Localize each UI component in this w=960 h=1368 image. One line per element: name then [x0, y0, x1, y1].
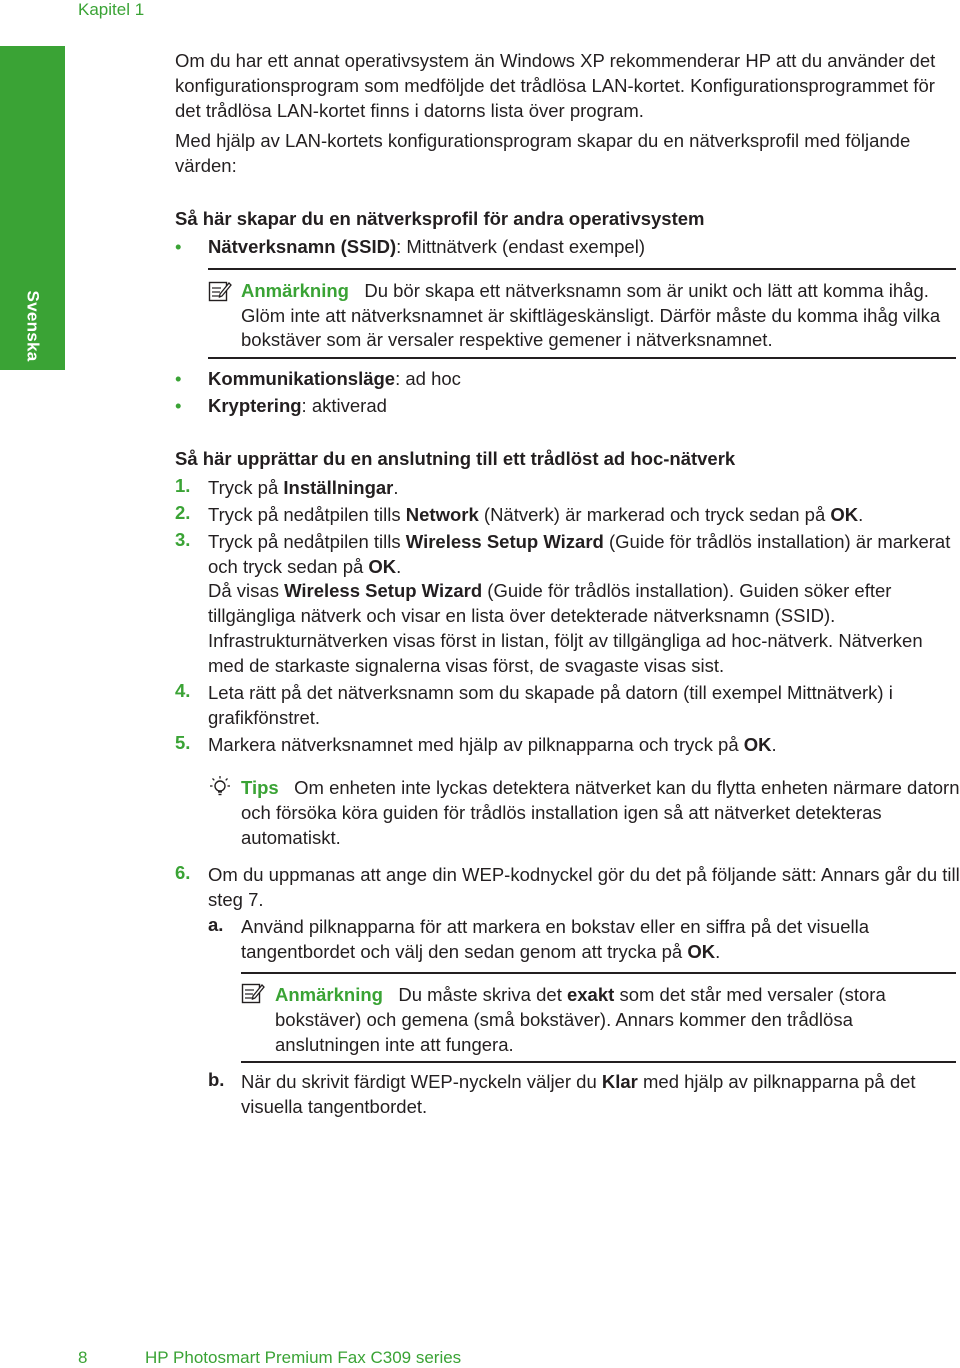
- substep-b-text: När du skrivit färdigt WEP-nyckeln väljer du Klar med hjälp av pilknapparna på det visuella tangentbordet.: [241, 1071, 916, 1117]
- tip-text: Om enheten inte lyckas detektera nätverket kan du flytta enheten närmare datorn och försöka köra guiden för trådlös installation igen så att nätverket detekteras automatiskt.: [241, 777, 960, 848]
- note-label: Anmärkning: [275, 984, 383, 1005]
- note2-top-rule: [241, 972, 956, 974]
- note-text: Du bör skapa ett nätverksnamn som är unikt och lätt att komma ihåg. Glöm inte att nätverksnamnet är skiftlägeskänsligt. Därför måste du komma ihåg vilka bokstäver som är versaler respektive gemener i nätverksnamnet.: [241, 280, 941, 350]
- language-tab-label: Svenska: [23, 289, 43, 362]
- step-6-text: Om du uppmanas att ange din WEP-kodnyckel gör du det på följande sätt: Annars går du till steg 7.: [208, 864, 960, 910]
- footer-product-title: HP Photosmart Premium Fax C309 series: [145, 1348, 462, 1367]
- step-3-number: 3.: [175, 529, 191, 550]
- note-wep: Anmärkning Du måste skriva det exakt som det står med versaler (stora bokstäver) och gemena (små bokstäver). Annars kommer den trådlösa anslutningen inte att fungera.: [275, 984, 886, 1055]
- bullet-dot: •: [175, 368, 182, 389]
- step-5-text: Markera nätverksnamnet med hjälp av pilknapparna och tryck på OK.: [208, 734, 777, 755]
- step-2-number: 2.: [175, 502, 191, 523]
- ssid-label: Nätverksnamn (SSID): [208, 236, 397, 257]
- note-ssid: [241, 279, 960, 353]
- intro-paragraph-1: Om du har ett annat operativsystem än Windows XP rekommenderar HP att du använder det konfigurationsprogram som medföljde det trådlösa LAN-kortet. Konfigurationsprogrammet för det trådlösa LAN-kortet finns i datorns lista över program.: [175, 50, 936, 121]
- tip-label: Tips: [241, 777, 279, 798]
- note-top-rule: [208, 268, 956, 270]
- step-4-text: Leta rätt på det nätverksnamn som du skapade på datorn (till exempel Mittnätverk) i grafikfönstret.: [208, 682, 893, 728]
- step-3-detail: Då visas Wireless Setup Wizard (Guide för trådlös installation). Guiden söker efter tillgängliga nätverk och visar en lista över detekterade nätverksnamn (SSID). Infrastrukturnätverken visas först in listan, följt av tillgängliga ad hoc-nätverk. Nätverken med de starkaste signalerna visas först, de svagaste visas sist.: [208, 580, 923, 676]
- tip-box: [241, 775, 960, 850]
- ssid-value: : Mittnätverk (endast exempel): [396, 236, 645, 257]
- step-1-text: Tryck på Inställningar.: [208, 477, 399, 498]
- bullet-mode: [175, 366, 960, 391]
- page-number: 8: [78, 1348, 88, 1367]
- bullet-ssid: [175, 234, 960, 259]
- note-bottom-rule: [208, 357, 956, 359]
- step-5-number: 5.: [175, 732, 191, 753]
- mode-value: : ad hoc: [395, 368, 461, 389]
- encryption-value: : aktiverad: [301, 395, 387, 416]
- section-heading-profile: Så här skapar du en nätverksprofil för andra operativsystem: [175, 208, 705, 229]
- step-2-text: Tryck på nedåtpilen tills Network (Nätverk) är markerad och tryck sedan på OK.: [208, 504, 864, 525]
- bullet-encryption: [175, 393, 960, 418]
- note2-bottom-rule: [241, 1061, 956, 1063]
- step-1-number: 1.: [175, 475, 191, 496]
- intro-paragraph-2: Med hjälp av LAN-kortets konfigurationsprogram skapar du en nätverksprofil med följande värden:: [175, 130, 911, 176]
- step-6-number: 6.: [175, 862, 191, 883]
- bullet-dot: •: [175, 395, 182, 416]
- substep-a-text: Använd pilknapparna för att markera en bokstav eller en siffra på det visuella tangentbordet och välj den sedan genom att trycka på OK.: [241, 916, 869, 962]
- chapter-header: Kapitel 1: [78, 0, 145, 19]
- tip-lightbulb-icon: [208, 775, 232, 801]
- encryption-label: Kryptering: [208, 395, 302, 416]
- note-label: Anmärkning: [241, 280, 349, 301]
- language-side-tab: [0, 46, 65, 370]
- step-3-text: Tryck på nedåtpilen tills Wireless Setup Wizard (Guide för trådlös installation) är markerat och tryck sedan på OK.: [208, 531, 951, 577]
- note-pencil-icon: [208, 280, 232, 304]
- note-pencil-icon: [241, 982, 265, 1006]
- substep-a-number: a.: [208, 914, 224, 935]
- section-heading-adhoc: Så här upprättar du en anslutning till ett trådlöst ad hoc-nätverk: [175, 448, 736, 469]
- bullet-dot: •: [175, 236, 182, 257]
- mode-label: Kommunikationsläge: [208, 368, 396, 389]
- substep-b-number: b.: [208, 1069, 225, 1090]
- step-4-number: 4.: [175, 680, 191, 701]
